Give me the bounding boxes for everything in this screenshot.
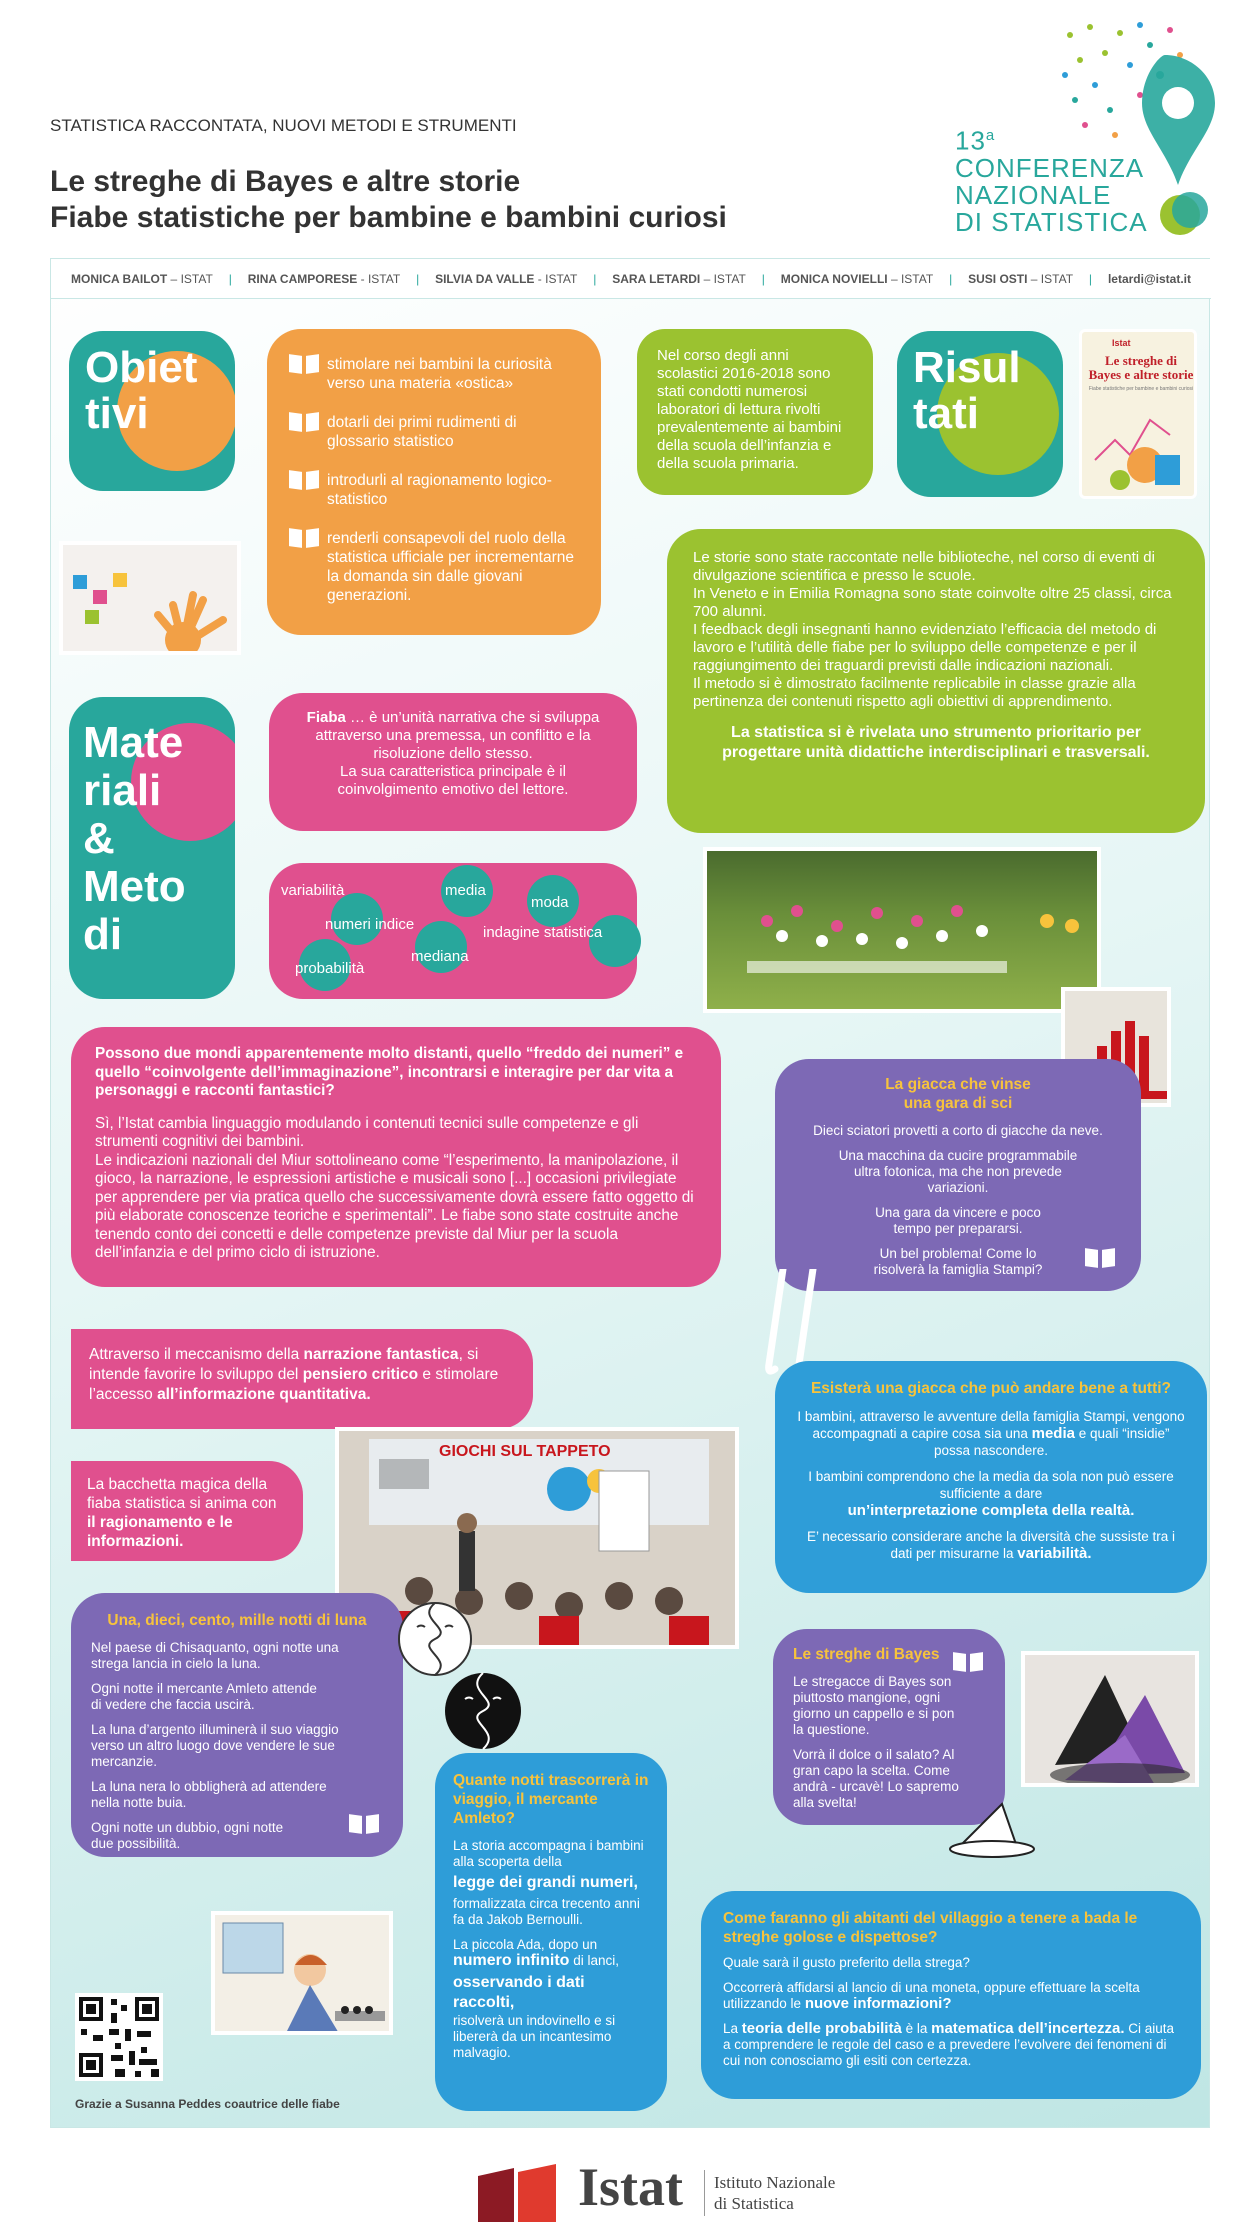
witch-drawing-icon bbox=[215, 1915, 393, 2035]
photo-children-field bbox=[703, 847, 1101, 1013]
book-subtitle: Fiabe statistiche per bambine e bambini curiosi bbox=[1088, 386, 1194, 392]
keyword-media: media bbox=[445, 882, 486, 899]
photo-witch-drawing bbox=[211, 1911, 393, 2035]
materiali-tile bbox=[69, 697, 235, 999]
book-title: Le streghe di Bayes e altre storie bbox=[1088, 353, 1194, 382]
obiettivi-tile bbox=[69, 331, 235, 491]
author-5: MONICA NOVIELLI – ISTAT bbox=[780, 271, 934, 286]
book-illustration-icon bbox=[1090, 400, 1190, 495]
keyword-indagine: indagine statistica bbox=[483, 924, 603, 941]
list-item: introdurli al ragionamento logico-statistico bbox=[289, 471, 579, 509]
risultati-tile bbox=[897, 331, 1063, 497]
list-item: dotarli dei primi rudimenti di glossario statistico bbox=[289, 413, 579, 451]
book-icon bbox=[289, 355, 319, 375]
book-icon bbox=[289, 529, 319, 549]
risultati-title: Risul tati bbox=[913, 343, 1021, 438]
author-1: MONICA BAILOT – ISTAT bbox=[71, 271, 213, 286]
bayes-title: Le streghe di Bayes bbox=[793, 1646, 940, 1663]
keyword-numeri-indice: numeri indice bbox=[325, 916, 415, 933]
header-subtitle: STATISTICA RACCONTATA, NUOVI METODI E STRUMENTI bbox=[50, 116, 517, 135]
bacchetta-box: La bacchetta magica della fiaba statistica si anima con il ragionamento e le informazioni. bbox=[71, 1461, 303, 1561]
dice-drawing-icon bbox=[63, 545, 241, 655]
book-brand: Istat bbox=[1112, 338, 1131, 348]
witch-hats-icon bbox=[1025, 1655, 1199, 1787]
list-item: renderli consapevoli del ruolo della statistica ufficiale per incrementarne la domanda sin dalle giovani generazioni. bbox=[289, 529, 579, 605]
photo-witch-hats bbox=[1021, 1651, 1199, 1787]
list-item: stimolare nei bambini la curiosità verso una materia «ostica» bbox=[289, 355, 579, 393]
narrazione-box: Attraverso il meccanismo della narrazione fantastica, si intende favorire lo sviluppo del pensiero critico e stimolare l’accesso all’informazione quantitativa. bbox=[71, 1329, 533, 1429]
conference-line-3: DI STATISTICA bbox=[955, 206, 1148, 237]
conference-name bbox=[955, 122, 1148, 236]
authors-bar bbox=[51, 259, 1211, 299]
author-separator: | bbox=[228, 271, 232, 286]
esistera-box: Esisterà una giacca che può andare bene a tutti? I bambini, attraverso le avventure della famiglia Stampi, vengono accompagnati a capire cosa sia una media e quali “insidie” possa nascondere. I bambini comprendono che la media da sola non può essere sufficiente a dare un’interpretazione completa della realtà. E’ necessario considerare anche la diversità che sussiste tra i dati per misurarne la variabilità. bbox=[775, 1361, 1207, 1593]
bayes-box: Le streghe di Bayes Le stregacce di Bayes son piuttosto mangione, ogni giorno un cappello e si pon la questione. Vorrà il dolce o il salato? Al gran capo la scelta. Come andrà - urcavè! Lo sapremo alla svelta! bbox=[773, 1629, 1005, 1825]
title-line-1: Le streghe di Bayes e altre storie bbox=[50, 165, 521, 198]
author-3: SILVIA DA VALLE - ISTAT bbox=[435, 271, 578, 286]
book-icon bbox=[349, 1815, 379, 1835]
acknowledgement: Grazie a Susanna Peddes coautrice delle fiabe bbox=[75, 2097, 340, 2111]
footer-brand: Istat bbox=[578, 2157, 683, 2217]
keywords-box bbox=[269, 863, 637, 999]
footer-institute: Istituto Nazionale di Statistica bbox=[714, 2173, 836, 2213]
giochi-banner: GIOCHI SUL TAPPETO bbox=[369, 1439, 709, 1525]
esistera-title: Esisterà una giacca che può andare bene a tutti? bbox=[810, 1380, 1172, 1397]
obiettivi-list bbox=[267, 329, 601, 635]
children-field-icon bbox=[707, 851, 1101, 1013]
mondi-box: Possono due mondi apparentemente molto distanti, quello “freddo dei numeri” e quello “coinvolgente dell’immaginazione”, incontrarsi e interagire per dar vita a personaggi e racconti fantastici? Sì, l’Istat cambia linguaggio modulando i contenuti tecnici sulle competenze e gli strumenti cognitivi dei bambini. Le indicazioni nazionali del Miur sottolineano come “l’esperimento, la manipolazione, il gioco, la narrazione, le espressioni artistiche e musicali sono [...] occasioni privilegiate per apprendere per via pratica quello che successivamente dovrà essere fatto oggetto di più elaborate conoscenze teoriche e sperimentali”. Le fiabe sono state costruite anche tenendo conto dei concetti e delle competenze previste dal Miur per la scuola dell’infanzia e del primo ciclo di istruzione. bbox=[71, 1027, 721, 1287]
corso-box: Nel corso degli anni scolastici 2016-2018 sono stati condotti numerosi laboratori di lettura rivolti prevalentemente ai bambini della scuola dell’infanzia e della scuola primaria. bbox=[637, 329, 873, 495]
giacca-box: La giacca che vinse una gara di sci Dieci sciatori provetti a corto di giacche da neve. Una macchina da cucire programmabile ultra fotonica, ma che non prevede variazioni. Una gara da vincere e poco tempo per prepararsi. Un bel problema! Come lo risolverà la famiglia Stampi? bbox=[775, 1059, 1141, 1291]
villaggio-box: Come faranno gli abitanti del villaggio a tenere a bada le streghe golose e dispettose? Quale sarà il gusto preferito della strega? Occorrerà affidarsi al lancio di una moneta, oppure effettuare la scelta utilizzando le nuove informazioni? La teoria delle probabilità è la matematica dell’incertezza. Ci aiuta a comprendere le regole del caso e a prevedere l’evolvere dei fenomeni di cui non conosciamo gli esiti con certezza. bbox=[701, 1891, 1201, 2099]
poster-panel bbox=[50, 258, 1210, 2128]
title-line-2: Fiabe statistiche per bambine e bambini curiosi bbox=[50, 201, 727, 234]
keyword-variabilita: variabilità bbox=[281, 882, 345, 899]
qr-code-icon[interactable] bbox=[75, 1993, 163, 2081]
notti-box: Una, dieci, cento, mille notti di luna Nel paese di Chisaquanto, ogni notte una strega lancia in cielo la luna. Ogni notte il mercante Amleto attende di vedere che faccia uscirà. La luna d’argento illuminerà il suo viaggio verso un altro luogo dove vendere le sue mercanzie. La luna nera lo obbligherà ad attendere nella notte buia. Ogni notte un dubbio, ogni notte due possibilità. bbox=[71, 1593, 403, 1857]
conference-line-1: CONFERENZA bbox=[955, 152, 1145, 183]
author-separator: | bbox=[416, 271, 420, 286]
notti-title: Una, dieci, cento, mille notti di luna bbox=[107, 1612, 367, 1629]
materiali-title: Mate riali & Meto di bbox=[83, 718, 186, 959]
conference-line-2: NAZIONALE bbox=[955, 179, 1112, 210]
istat-logo-icon bbox=[476, 2164, 564, 2224]
fiaba-box: Fiaba … è un’unità narrativa che si sviluppa attraverso una premessa, un conflitto e la risoluzione dello stesso. La sua caratteristica principale è il coinvolgimento emotivo del lettore. bbox=[269, 693, 637, 831]
conference-number: 13$^a$ bbox=[955, 125, 996, 156]
risultati-text: Le storie sono state raccontate nelle biblioteche, nel corso di eventi di divulgazione scientifica e presso le scuole. In Veneto e in Emilia Romagna sono state coinvolte oltre 25 classi, circa 700 alunni. I feedback degli insegnanti hanno evidenziato l’efficacia del metodo di lavoro e l’utilità delle fiabe per lo sviluppo delle competenze e per il raggiungimento dei traguardi previsti dalle indicazioni nazionali. Il metodo si è dimostrato facilmente replicabile in classe grazie alla pertinenza dei contenuti rispetto agli obiettivi di apprendimento. La statistica si è rivelata uno strumento prioritario per progettare unità didattiche interdisciplinari e trasversali. bbox=[667, 529, 1205, 833]
author-4: SARA LETARDI – ISTAT bbox=[612, 271, 746, 286]
amleto-title: Quante notti trascorrerà in viaggio, il mercante Amleto? bbox=[453, 1772, 649, 1827]
obiettivi-title: Obiet tivi bbox=[85, 343, 198, 438]
witch-hat-icon bbox=[947, 1799, 1037, 1859]
author-separator: | bbox=[1088, 271, 1093, 286]
dark-moon-icon bbox=[441, 1669, 525, 1753]
book-cover bbox=[1079, 329, 1197, 499]
photo-dice-drawing bbox=[59, 541, 241, 655]
keyword-mediana: mediana bbox=[411, 948, 469, 965]
author-separator: | bbox=[761, 271, 765, 286]
book-icon bbox=[289, 413, 319, 433]
mondi-question: Possono due mondi apparentemente molto distanti, quello “freddo dei numeri” e quello “coinvolgente dell’immaginazione”, incontrarsi e interagire per dar vita a personaggi e racconti fantastici? bbox=[95, 1045, 684, 1099]
author-2: RINA CAMPORESE - ISTAT bbox=[247, 271, 401, 286]
moon-face-icon bbox=[395, 1599, 475, 1679]
fiaba-definition: Fiaba … è un’unità narrativa che si sviluppa attraverso una premessa, un conflitto e la risoluzione dello stesso. bbox=[306, 709, 600, 762]
book-icon bbox=[1085, 1249, 1115, 1269]
author-separator: | bbox=[949, 271, 953, 286]
author-6: SUSI OSTI – ISTAT bbox=[968, 271, 1074, 286]
book-icon bbox=[289, 471, 319, 491]
author-separator: | bbox=[593, 271, 597, 286]
footer-divider bbox=[704, 2170, 705, 2216]
amleto-box: Quante notti trascorrerà in viaggio, il mercante Amleto? La storia accompagna i bambini alla scoperta della legge dei grandi numeri, formalizzata circa trecento anni fa da Jakob Bernoulli. La piccola Ada, dopo un numero infinito di lanci, osservando i dati raccolti, risolverà un indovinello e si libererà da un incantesimo malvagio. bbox=[435, 1753, 667, 2111]
villaggio-title: Come faranno gli abitanti del villaggio a tenere a bada le streghe golose e dispettose? bbox=[723, 1910, 1138, 1946]
book-icon bbox=[953, 1653, 983, 1673]
risultati-conclusion: La statistica si è rivelata uno strumento prioritario per progettare unità didattiche interdisciplinari e trasversali. bbox=[722, 724, 1150, 761]
giacca-title: La giacca che vinse una gara di sci bbox=[885, 1076, 1031, 1112]
keyword-probabilita: probabilità bbox=[295, 960, 365, 977]
page-title bbox=[50, 164, 727, 236]
keyword-moda: moda bbox=[531, 894, 569, 911]
contact-email[interactable]: letardi@istat.it bbox=[1107, 271, 1191, 286]
